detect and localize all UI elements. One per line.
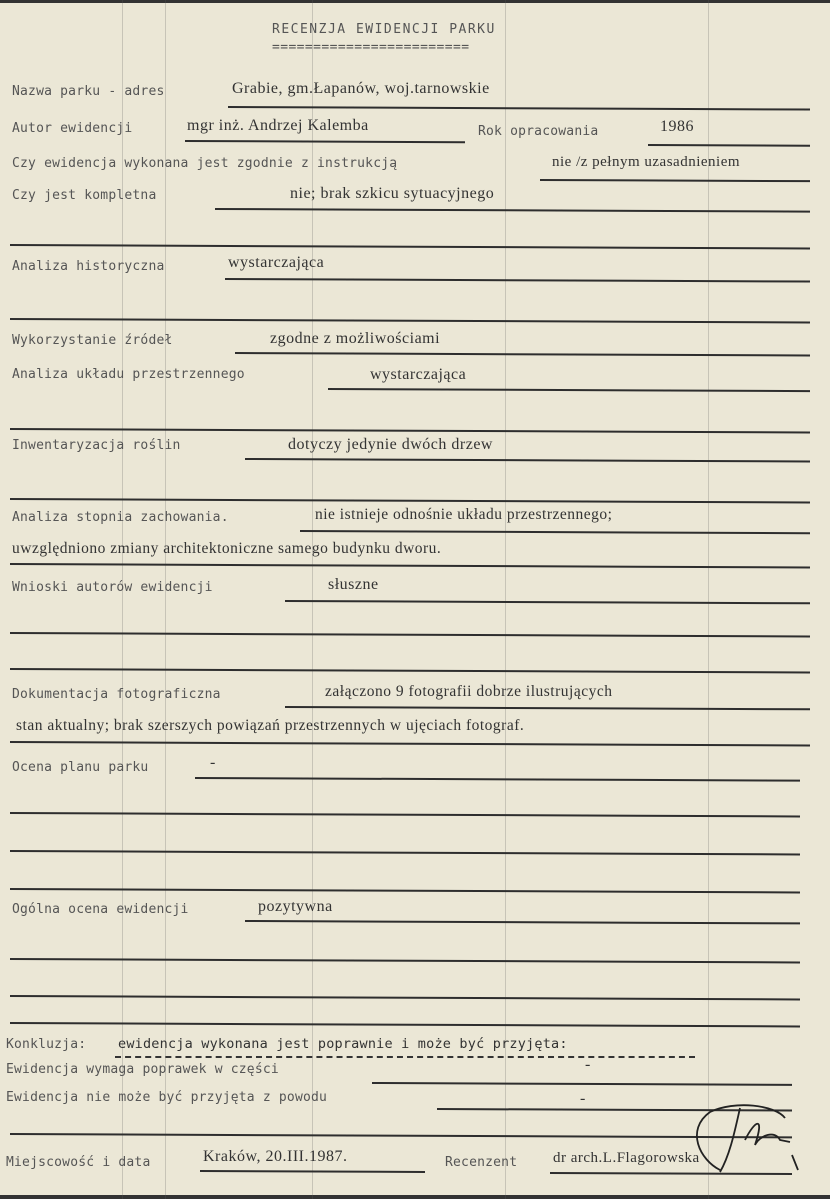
poprawki-value: -	[585, 1056, 591, 1073]
miejsce-label: Miejscowość i data	[6, 1155, 151, 1170]
foto-value-1: załączono 9 fotografii dobrze ilustrujących	[325, 683, 613, 700]
kompletna-label: Czy jest kompletna	[12, 188, 157, 203]
scan-artifact-line	[165, 0, 166, 1199]
ogolna-label: Ogólna ocena ewidencji	[12, 902, 189, 917]
zrodla-label: Wykorzystanie źródeł	[12, 333, 173, 348]
konkluzja-value: ewidencja wykonana jest poprawnie i może być przyjęta:	[118, 1036, 568, 1052]
miejsce-value: Kraków, 20.III.1987.	[203, 1148, 348, 1165]
wnioski-label: Wnioski autorów ewidencji	[12, 580, 213, 595]
title-underline: ========================	[272, 40, 470, 55]
nazwa-label: Nazwa parku - adres	[12, 84, 165, 99]
foto-label: Dokumentacja fotograficzna	[12, 687, 221, 702]
zgodnie-value: nie /z pełnym uzasadnieniem	[552, 154, 741, 170]
nazwa-value: Grabie, gm.Łapanów, woj.tarnowskie	[232, 80, 490, 97]
plan-label: Ocena planu parku	[12, 760, 149, 775]
autor-label: Autor ewidencji	[12, 121, 133, 136]
zgodnie-label: Czy ewidencja wykonana jest zgodnie z instrukcją	[12, 156, 398, 171]
scan-artifact-line	[505, 0, 506, 1199]
odrzucenie-value: -	[580, 1090, 586, 1107]
konkluzja-label: Konkluzja:	[6, 1037, 87, 1052]
recenzent-value: dr arch.L.Flagorowska	[553, 1150, 700, 1166]
recenzent-label: Recenzent	[445, 1155, 518, 1170]
ogolna-value: pozytywna	[258, 898, 333, 915]
rok-value: 1986	[660, 118, 694, 135]
historyczna-label: Analiza historyczna	[12, 259, 165, 274]
kompletna-value: nie; brak szkicu sytuacyjnego	[290, 185, 495, 202]
rosliny-label: Inwentaryzacja roślin	[12, 438, 181, 453]
zachowanie-value-2: uwzględniono zmiany architektoniczne samego budynku dworu.	[12, 540, 442, 557]
zachowanie-label: Analiza stopnia zachowania.	[12, 510, 229, 525]
rosliny-value: dotyczy jedynie dwóch drzew	[288, 436, 493, 453]
autor-value: mgr inż. Andrzej Kalemba	[187, 117, 369, 134]
uklad-value: wystarczająca	[370, 366, 467, 383]
zrodla-value: zgodne z możliwościami	[270, 330, 441, 347]
uklad-label: Analiza układu przestrzennego	[12, 367, 245, 382]
konkluzja-underline	[115, 1056, 695, 1058]
scan-artifact-line	[122, 0, 123, 1199]
foto-value-2: stan aktualny; brak szerszych powiązań przestrzennych w ujęciach fotograf.	[16, 717, 525, 734]
poprawki-label: Ewidencja wymaga poprawek w części	[6, 1062, 279, 1077]
rok-label: Rok opracowania	[478, 124, 599, 139]
zachowanie-value-1: nie istnieje odnośnie układu przestrzennego;	[315, 506, 613, 523]
plan-value: -	[210, 754, 216, 771]
page-title: RECENZJA EWIDENCJI PARKU	[272, 22, 496, 37]
odrzucenie-label: Ewidencja nie może być przyjęta z powodu	[6, 1090, 328, 1105]
signature	[680, 1100, 800, 1180]
historyczna-value: wystarczająca	[228, 254, 325, 271]
wnioski-value: słuszne	[328, 576, 379, 593]
